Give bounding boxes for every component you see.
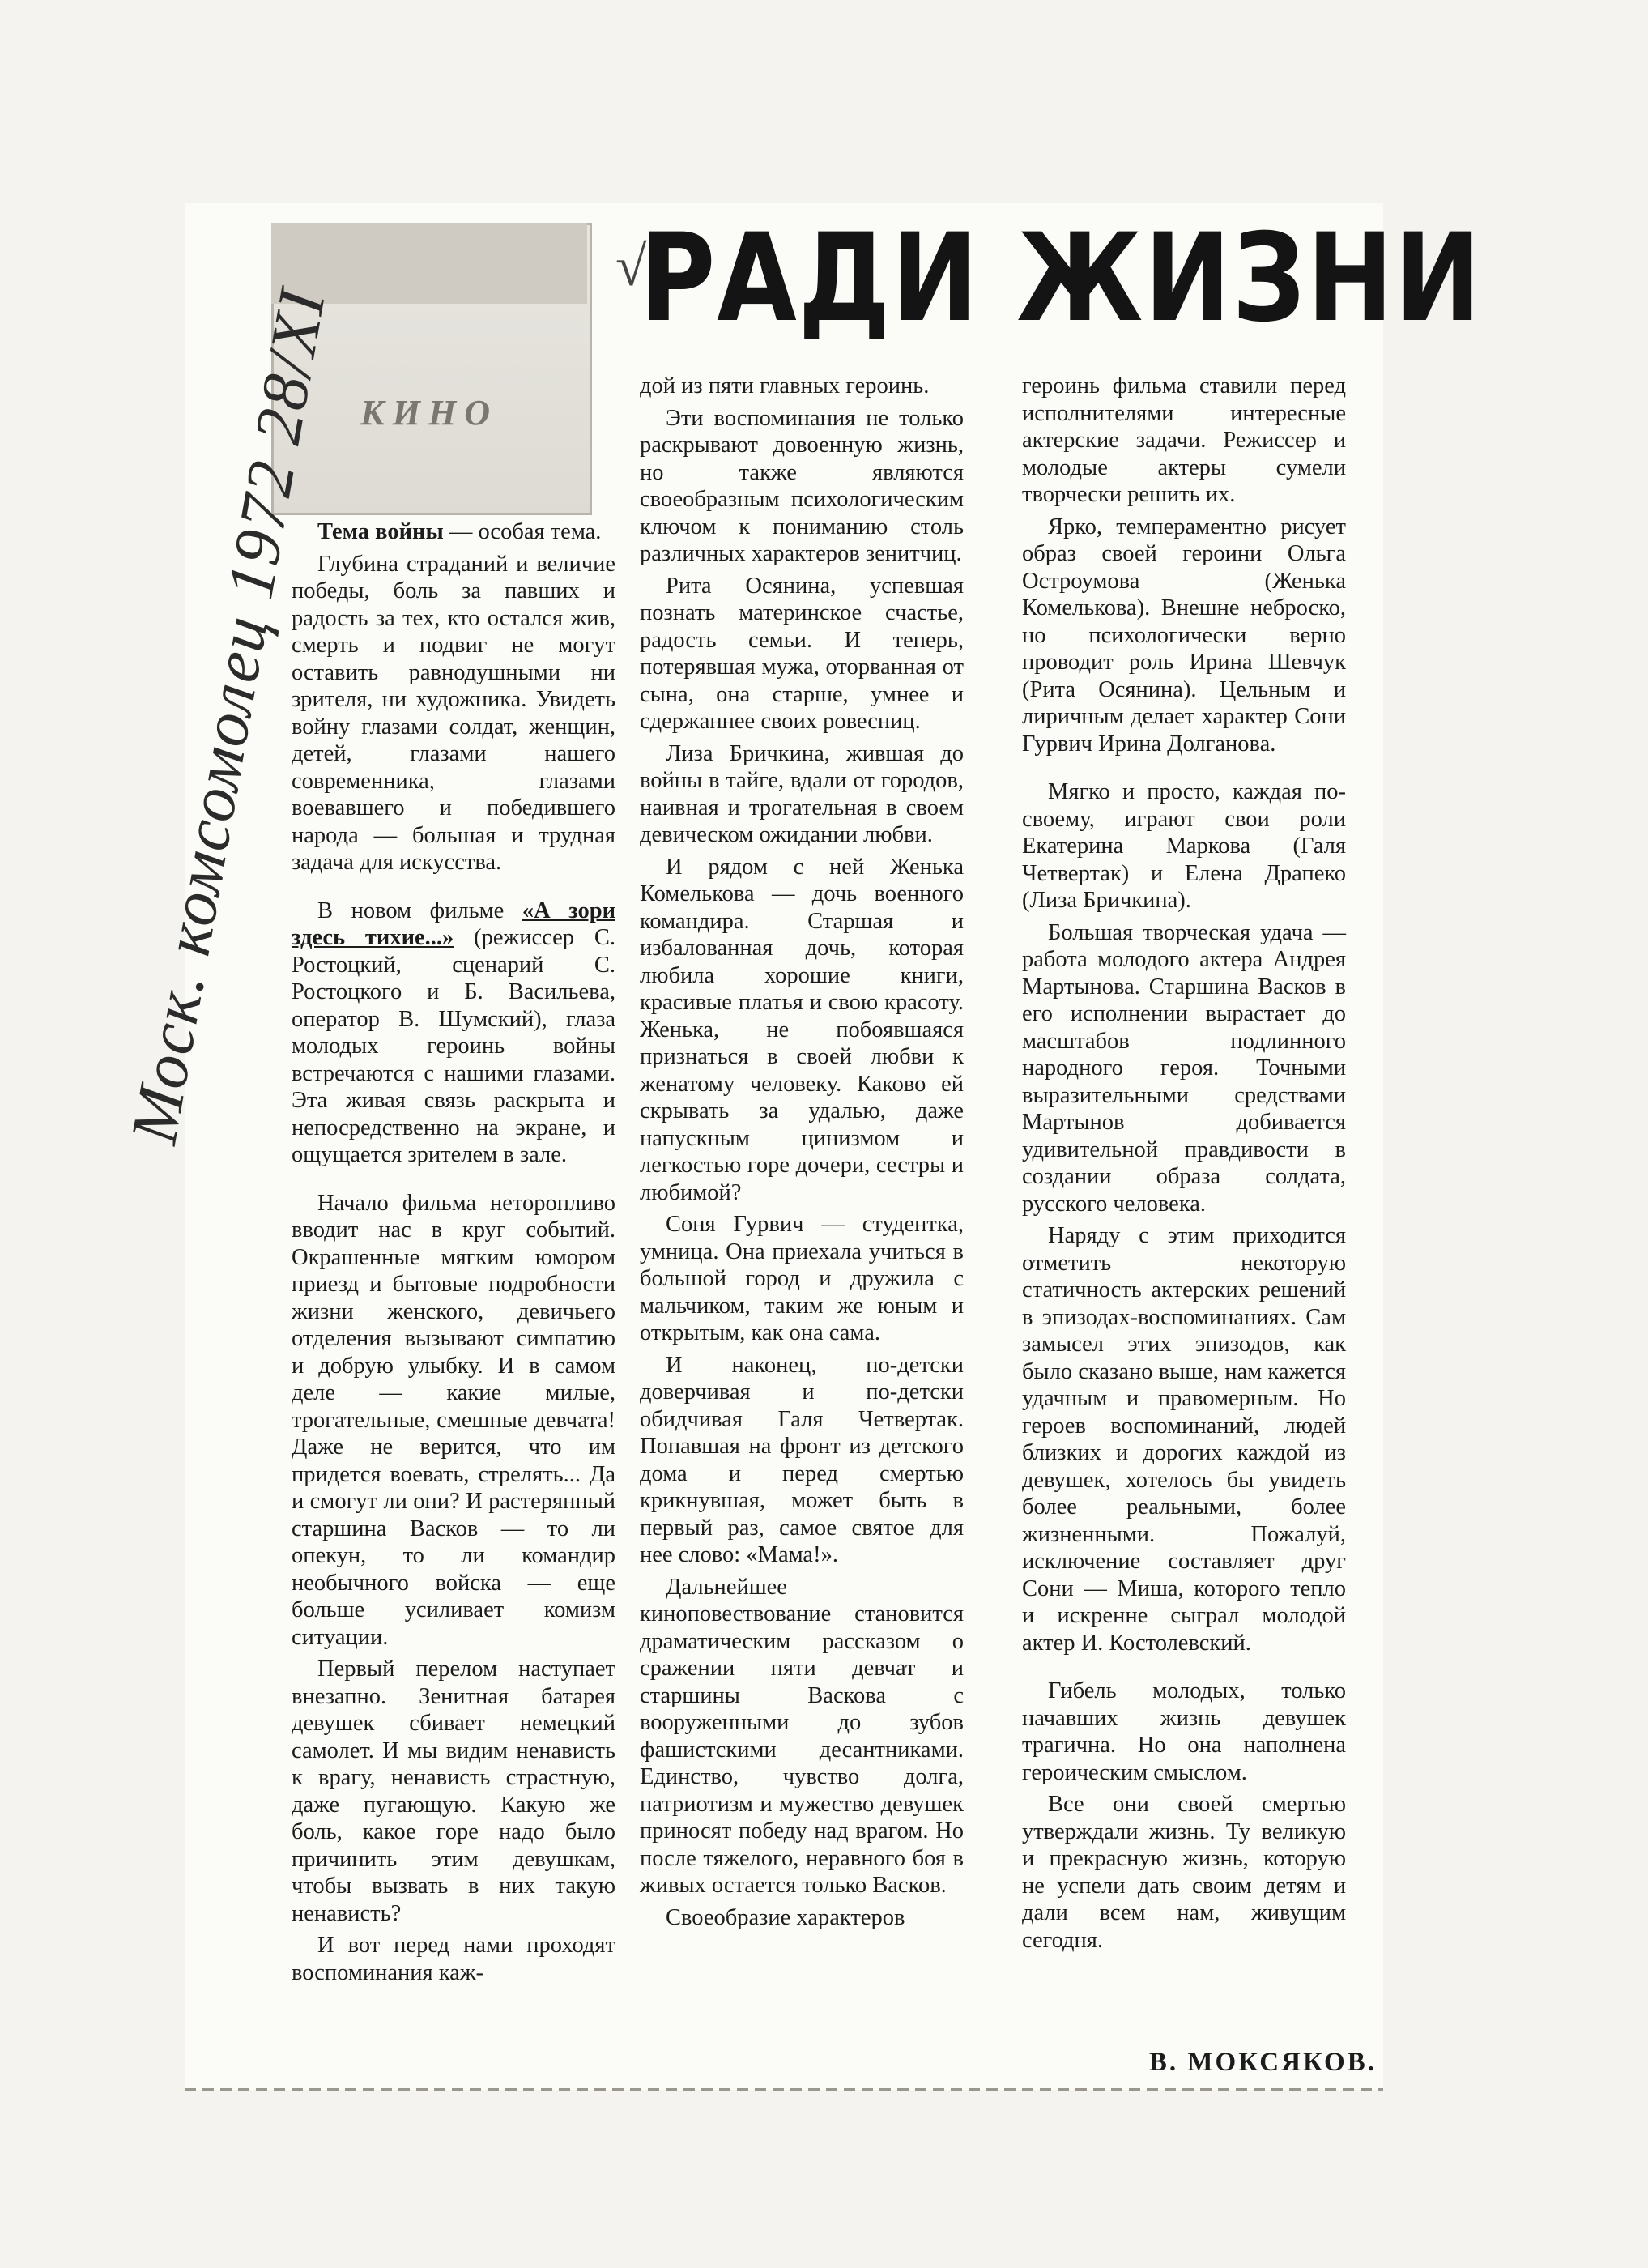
text-run: Лиза Бричкина, жившая до войны в тайге, вдали от городов, наивная и трогательная в своем девическом ожидании любви. [640,740,964,847]
film-title: «А зори здесь тихие...» [292,897,616,950]
text-run: Наряду с этим приходится отметить некоторую статичность актерских решений в эпизодах-воспоминаниях. Сам замысел этих эпизодов, как было сказано выше, нам кажется удачным и правомерным. Но героев воспоминаний, людей близких и дорогих каждой из девушек, хотелось бы увидеть более реальными, более жизненными. Пожалуй, исключение составляет друг Сони — Миша, которого тепло и искренне сыграл молодой актер И. Костолевский. [1022,1223,1346,1656]
text-run: Большая творческая удача — работа молодого актера Андрея Мартынова. Старшина Васков в его исполнении вырастает до масштабов подлинного народного героя. Точными выразительными средствами Мартынов добивается удивительной правдивости в создании образа солдата, русского человека. [1022,919,1346,1217]
check-mark-icon: √ [615,236,647,298]
paragraph [640,1211,964,1347]
text-run: И рядом с ней Женька Комелькова — дочь военного командира. Старшая и избалованная дочь, которая любила хорошие книги, красивые платья и свою красоту. Женька, не побоявшаяся признаться в своей любви к женатому человеку. Каково ей скрывать за удалью, даже напускным цинизмом и легкостью горе дочери, сестры и любимой? [640,854,964,1205]
text-run: Гибель молодых, только начавших жизнь девушек трагична. Но она наполнена героическим смыслом. [1022,1678,1346,1785]
headline: РАДИ ЖИЗНИ [640,208,1483,349]
text-run: Эти воспоминания не только раскрывают довоенную жизнь, но также являются своеобразным психологическим ключом к пониманию столь различных характеров зенитчиц. [640,405,964,566]
text-run: Рита Осянина, успевшая познать материнское счастье, радость семьи. И теперь, потерявшая мужа, оторванная от сына, она старше, умнее и сдержаннее своих ровесниц. [640,573,964,734]
rubric-label: КИНО [360,393,499,433]
text-run: героинь фильма ставили перед исполнителями интересные актерские задачи. Режиссер и молодые актеры сумели творчески решить их. [1022,373,1346,507]
paragraph [292,1190,615,1652]
text-run: И вот перед нами проходят воспоминания каж- [292,1933,615,1985]
text-run: Дальнейшее киноповествование становится драматическим рассказом о сражении пяти девчат и старшины Васкова с вооруженными до зубов фашистскими десантниками. Единство, чувство долга, патриотизм и мужество девушек приносят победу над врагом. Но после тяжелого, неравного боя в живых остается только Васков. [640,1574,964,1898]
handwritten-note: Моск. комсомолец 1972 28/XI [116,283,340,1149]
text-run: Начало фильма неторопливо вводит нас в круг событий. Окрашенные мягким юмором приезд и бытовые подробности жизни женского, девичьего отделения вызывают симпатию и добрую улыбку. И в самом деле — какие милые, трогательные, смешные девчата! Даже не верится, что им придется воевать, стрелять... Да и смогут ли они? И растерянный старшина Васков — то ли опекун, то ли командир необычного войска — еще больше усиливает комизм ситуации. [292,1190,615,1650]
paragraph [1022,514,1346,758]
paragraph [1022,778,1346,914]
paragraph [292,551,615,876]
column-1 [292,518,615,1991]
text-run: Мягко и просто, каждая по-своему, играют свои роли Екатерина Маркова (Галя Четвертак) и Елена Драпеко (Лиза Бричкина). [1022,779,1346,913]
text-run: Глубина страданий и величие победы, боль за павших и радость за тех, кто остался жив, смерть и подвиг не могут оставить равнодушными ни зрителя, ни художника. Увидеть войну глазами солдат, женщин, детей, глазами нашего современника, глазами воевавшего и победившего народа — большая и трудная задача для искусства. [292,551,615,875]
text-run: Ярко, темпераментно рисует образ своей героини Ольга Остроумова (Женька Комелькова). Внешне неброско, но психологически верно проводит роль Ирина Шевчук (Рита Осянина). Цельным и лиричным делает характер Сони Гурвич Ирина Долганова. [1022,514,1346,757]
text-run: И наконец, по-детски доверчивая и по-детски обидчивая Галя Четвертак. Попавшая на фронт из детского дома и перед смертью крикнувшая, может быть в первый раз, самое святое для нее слово: «Мама!». [640,1352,964,1567]
paragraph [640,740,964,849]
text-run: дой из пяти главных героинь. [640,373,930,399]
paragraph [640,573,964,735]
paragraph [292,897,615,1169]
paragraph [640,1352,964,1569]
paragraph [640,373,964,400]
text-run: В новом фильме [317,897,522,923]
paragraph [640,854,964,1207]
text-run: Все они своей смертью утверждали жизнь. Ту великую и прекрасную жизнь, которую не успели дать своим детям и дали всем нам, живущим сегодня. [1022,1792,1346,1953]
text-run: — особая тема. [443,519,602,544]
paragraph [292,518,615,546]
text-run: Первый перелом наступает внезапно. Зенитная батарея девушек сбивает немецкий самолет. И мы видим ненависть к врагу, ненависть страстную, даже пугающую. Какую же боль, какое горе надо было причинить этим девушкам, чтобы вызвать в них такую ненависть? [292,1656,615,1926]
paragraph [1022,1678,1346,1786]
clipping-edge [185,2088,1383,2091]
paragraph [1022,1222,1346,1656]
lead-phrase: Тема войны [317,519,444,544]
text-run: Своеобразие характеров [666,1904,905,1930]
paragraph [640,1904,964,1932]
column-2 [640,373,964,1936]
paragraph [1022,373,1346,509]
paragraph [292,1932,615,1986]
paragraph [1022,1791,1346,1954]
paragraph [640,405,964,568]
paragraph [640,1574,964,1899]
author-signature: В. МОКСЯКОВ. [1148,2048,1377,2077]
paragraph [1022,919,1346,1218]
text-run: Соня Гурвич — студентка, умница. Она приехала учиться в большой город и дружила с мальчиком, таким же юным и открытым, как она сама. [640,1212,964,1345]
text-run: (режиссер С. Ростоцкий, сценарий С. Ростоцкого и Б. Васильева, оператор В. Шумский), глаза молодых героинь войны встречаются с нашими глазами. Эта живая связь раскрыта и непосредственно на экране, и ощущается зрителем в зале. [292,925,615,1167]
column-3 [1022,373,1346,1959]
paragraph [292,1656,615,1927]
